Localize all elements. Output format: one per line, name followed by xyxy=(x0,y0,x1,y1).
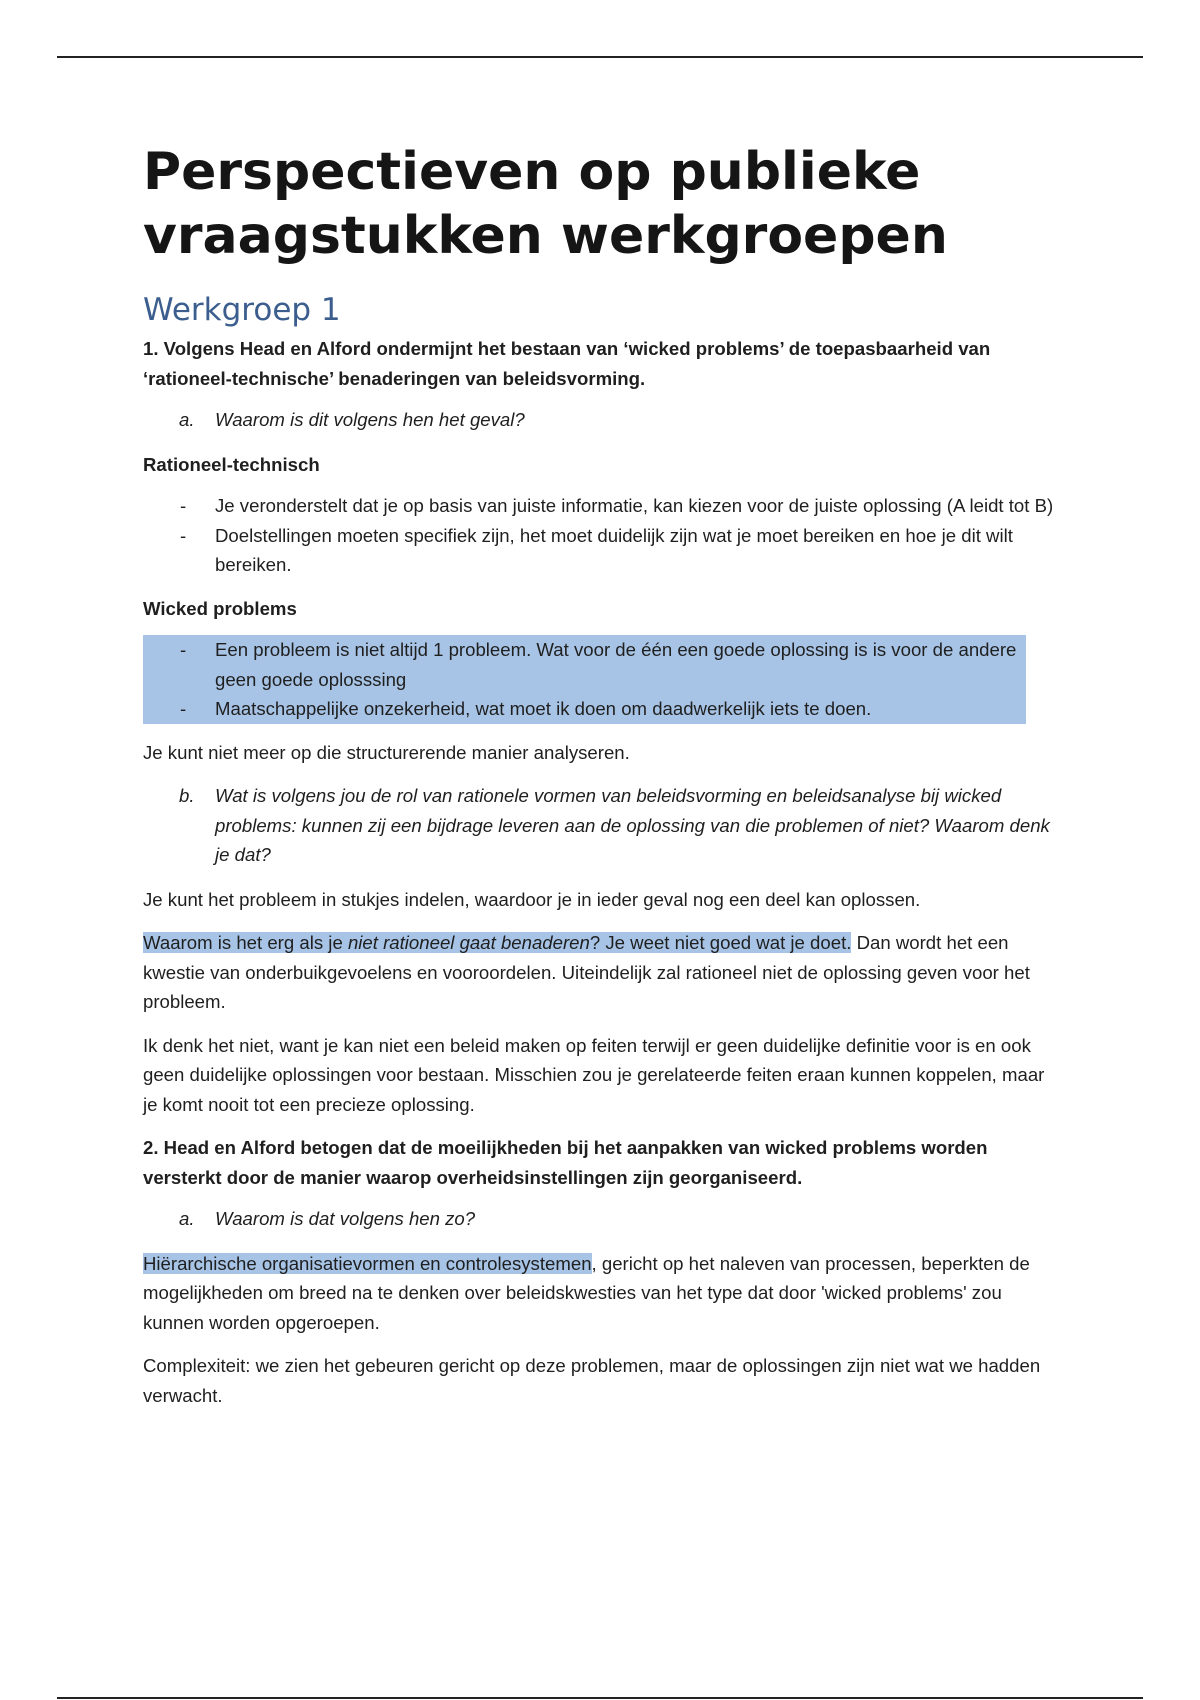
subquestion-marker: a. xyxy=(179,409,195,430)
list-item-text: Maatschappelijke onzekerheid, wat moet ik doen om daadwerkelijk iets te doen. xyxy=(215,698,872,719)
list-item xyxy=(143,694,1026,724)
subquestion-1a xyxy=(143,405,1058,435)
wicked-list-highlighted xyxy=(143,635,1026,724)
paragraph-denk: Ik denk het niet, want je kan niet een beleid maken op feiten terwijl er geen duidelijke definitie voor is en ook geen duidelijke oplossingen voor bestaan. Misschien zou je gerelateerde feiten eraan kunnen koppelen, maar je komt nooit tot een precieze oplossing. xyxy=(143,1034,1045,1115)
subquestion-text: Waarom is dat volgens hen zo? xyxy=(215,1208,476,1229)
list-item-text: Je veronderstelt dat je op basis van juiste informatie, kan kiezen voor de juiste oplossing (A leidt tot B) xyxy=(215,495,1054,516)
paragraph-text: , gericht op het naleven van processen, beperkten de mogelijkheden om breed na te denken over beleidskwesties van het type dat door 'wicked problems' zou kunnen worden opgeroepen. xyxy=(143,1252,1030,1333)
section-heading: Werkgroep 1 xyxy=(143,292,341,328)
subquestion-marker: a. xyxy=(179,1208,195,1229)
rational-list xyxy=(143,491,1058,580)
document-title: Perspectieven op publieke vraagstukken werkgroepen xyxy=(143,142,948,266)
subquestion-2a xyxy=(143,1204,1058,1234)
document-page xyxy=(143,140,1058,1424)
subquestion-marker: b. xyxy=(179,785,195,806)
paragraph-complexiteit: Complexiteit: we zien het gebeuren gericht op deze problemen, maar de oplossingen zijn niet wat we hadden verwacht. xyxy=(143,1355,1041,1406)
paragraph-stukjes: Je kunt het probleem in stukjes indelen, waardoor je in ieder geval nog een deel kan oplossen. xyxy=(143,888,921,910)
footer-rule xyxy=(57,1697,1143,1699)
highlight-text: ? Je weet niet goed wat je doet. xyxy=(589,932,852,953)
paragraph-structure: Je kunt niet meer op die structurerende manier analyseren. xyxy=(143,741,630,763)
paragraph-hierarchisch xyxy=(143,1249,1058,1338)
subquestion-text: Wat is volgens jou de rol van rationele vormen van beleidsvorming en beleidsanalyse bij wicked problems: kunnen zij een bijdrage leveren aan de oplossing van die problemen of niet? Waarom denk je dat? xyxy=(215,785,1050,865)
label-wicked-problems: Wicked problems xyxy=(143,597,297,619)
dash-marker: - xyxy=(180,698,187,719)
highlight-text: Waarom is het erg als je xyxy=(143,932,348,953)
label-rationeel-technisch: Rationeel-technisch xyxy=(143,453,320,475)
list-item-text: Doelstellingen moeten specifiek zijn, het moet duidelijk zijn wat je moet bereiken en hoe je dit wilt bereiken. xyxy=(215,524,1013,575)
list-item xyxy=(143,635,1026,694)
dash-marker: - xyxy=(180,495,187,516)
subquestion-1b xyxy=(143,781,1058,870)
dash-marker: - xyxy=(180,639,187,660)
list-item-text: Een probleem is niet altijd 1 probleem. Wat voor de één een goede oplossing is is voor de andere geen goede oplosssing xyxy=(215,639,1017,690)
highlight-italic-text: niet rationeel gaat benaderen xyxy=(347,932,590,953)
highlight-text: Hiërarchische organisatievormen en controlesystemen xyxy=(143,1252,592,1274)
list-item xyxy=(143,521,1058,580)
paragraph-waarom xyxy=(143,928,1058,1017)
list-item xyxy=(143,491,1058,521)
header-rule xyxy=(57,56,1143,58)
question-1: 1. Volgens Head en Alford ondermijnt het bestaan van ‘wicked problems’ de toepasbaarheid van ‘rationeel-technische’ benaderingen van beleidsvorming. xyxy=(143,338,991,389)
paragraph-text: Dan wordt het een kwestie van onderbuikgevoelens en vooroordelen. Uiteindelijk zal rationeel niet de oplossing geven voor het probleem. xyxy=(143,932,1030,1012)
question-2: 2. Head en Alford betogen dat de moeilijkheden bij het aanpakken van wicked problems worden versterkt door de manier waarop overheidsinstellingen zijn georganiseerd. xyxy=(143,1137,988,1188)
subquestion-text: Waarom is dit volgens hen het geval? xyxy=(215,409,525,430)
dash-marker: - xyxy=(180,524,187,546)
